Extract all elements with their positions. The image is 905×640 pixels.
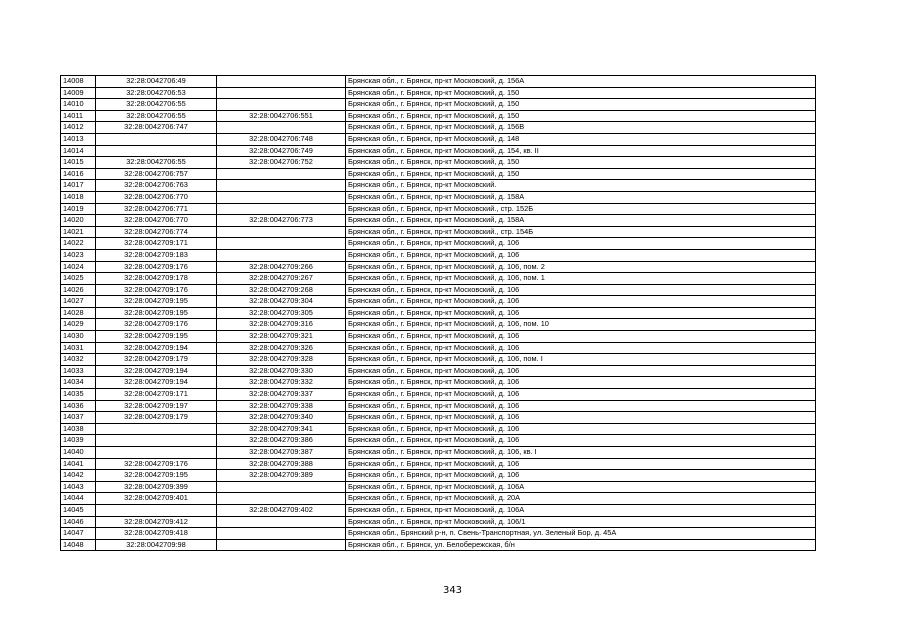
table-row [61,528,816,540]
cadastral-number-cell: 32:28:0042709:401 [96,493,217,505]
cadastral-number-cell [96,423,217,435]
address-cell: Брянская обл., г. Брянск, пр-кт Московский, д. 150 [346,87,816,99]
address-cell: Брянская обл., г. Брянск, пр-кт Московский, д. 106 [346,389,816,401]
cadastral-number-cell: 32:28:0042709:195 [96,331,217,343]
table-row [61,296,816,308]
object-number-cell: 32:28:0042709:268 [217,284,346,296]
row-number-cell: 14010 [61,99,96,111]
address-cell: Брянская обл., г. Брянск, пр-кт Московский, д. 150 [346,99,816,111]
row-number-cell: 14017 [61,180,96,192]
table-row [61,354,816,366]
address-cell: Брянская обл., г. Брянск, пр-кт Московский, д. 106 [346,365,816,377]
table-row [61,493,816,505]
address-cell: Брянская обл., г. Брянск, пр-кт Московский, д. 106 [346,423,816,435]
address-cell: Брянская обл., г. Брянск, пр-кт Московский, д. 106А [346,504,816,516]
object-number-cell [217,528,346,540]
object-number-cell [217,122,346,134]
cadastral-number-cell: 32:28:0042706:55 [96,110,217,122]
row-number-cell: 14039 [61,435,96,447]
object-number-cell: 32:28:0042709:389 [217,470,346,482]
row-number-cell: 14025 [61,273,96,285]
table-row [61,423,816,435]
object-number-cell [217,203,346,215]
row-number-cell: 14020 [61,215,96,227]
row-number-cell: 14045 [61,504,96,516]
object-number-cell: 32:28:0042706:752 [217,157,346,169]
address-cell: Брянская обл., г. Брянск, пр-кт Московский, д. 106, кв. I [346,447,816,459]
object-number-cell: 32:28:0042709:326 [217,342,346,354]
object-number-cell: 32:28:0042709:388 [217,458,346,470]
table-row [61,226,816,238]
object-number-cell [217,180,346,192]
address-cell: Брянская обл., г. Брянск, пр-кт Московский, д. 106/1 [346,516,816,528]
row-number-cell: 14042 [61,470,96,482]
object-number-cell: 32:28:0042706:551 [217,110,346,122]
cadastral-number-cell [96,145,217,157]
row-number-cell: 14012 [61,122,96,134]
table-row [61,365,816,377]
cadastral-number-cell: 32:28:0042706:763 [96,180,217,192]
object-number-cell: 32:28:0042706:749 [217,145,346,157]
table-row [61,319,816,331]
row-number-cell: 14019 [61,203,96,215]
address-cell: Брянская обл., г. Брянск, ул. Белобережская, б/н [346,539,816,551]
row-number-cell: 14040 [61,447,96,459]
table-row [61,110,816,122]
cadastral-number-cell: 32:28:0042709:179 [96,354,217,366]
cadastral-number-cell: 32:28:0042706:774 [96,226,217,238]
table-row [61,168,816,180]
cadastral-number-cell: 32:28:0042709:179 [96,412,217,424]
address-cell: Брянская обл., г. Брянск, пр-кт Московский, д. 150 [346,157,816,169]
row-number-cell: 14008 [61,76,96,88]
address-cell: Брянская обл., г. Брянск, пр-кт Московский., стр. 152Б [346,203,816,215]
cadastral-number-cell: 32:28:0042709:98 [96,539,217,551]
table-row [61,481,816,493]
row-number-cell: 14011 [61,110,96,122]
page-number: 343 [442,585,463,596]
cadastral-number-cell: 32:28:0042706:55 [96,157,217,169]
cadastral-number-cell: 32:28:0042709:171 [96,238,217,250]
table-row [61,238,816,250]
address-cell: Брянская обл., г. Брянск, пр-кт Московский, д. 106 [346,342,816,354]
cadastral-number-cell: 32:28:0042709:195 [96,296,217,308]
row-number-cell: 14027 [61,296,96,308]
object-number-cell [217,249,346,261]
row-number-cell: 14033 [61,365,96,377]
object-number-cell [217,168,346,180]
object-number-cell: 32:28:0042709:332 [217,377,346,389]
table-row [61,458,816,470]
cadastral-number-cell: 32:28:0042709:418 [96,528,217,540]
row-number-cell: 14032 [61,354,96,366]
table-row [61,539,816,551]
cadastral-number-cell: 32:28:0042709:194 [96,365,217,377]
cadastral-number-cell: 32:28:0042706:770 [96,215,217,227]
address-cell: Брянская обл., г. Брянск, пр-кт Московский, д. 150 [346,110,816,122]
table-row [61,284,816,296]
object-number-cell [217,238,346,250]
cadastral-number-cell: 32:28:0042706:53 [96,87,217,99]
row-number-cell: 14031 [61,342,96,354]
address-cell: Брянская обл., г. Брянск, пр-кт Московский, д. 106 [346,377,816,389]
object-number-cell: 32:28:0042709:328 [217,354,346,366]
row-number-cell: 14047 [61,528,96,540]
address-cell: Брянская обл., г. Брянск, пр-кт Московский, д. 106, пом. 1 [346,273,816,285]
object-number-cell: 32:28:0042709:305 [217,307,346,319]
row-number-cell: 14044 [61,493,96,505]
address-cell: Брянская обл., г. Брянск, пр-кт Московский, д. 148 [346,133,816,145]
object-number-cell [217,191,346,203]
object-number-cell: 32:28:0042706:773 [217,215,346,227]
address-cell: Брянская обл., г. Брянск, пр-кт Московский, д. 106 [346,296,816,308]
address-cell: Брянская обл., г. Брянск, пр-кт Московский, д. 20А [346,493,816,505]
row-number-cell: 14041 [61,458,96,470]
cadastral-number-cell: 32:28:0042709:195 [96,307,217,319]
row-number-cell: 14022 [61,238,96,250]
address-cell: Брянская обл., г. Брянск, пр-кт Московский, д. 106, пом. I [346,354,816,366]
address-cell: Брянская обл., г. Брянск, пр-кт Московский, д. 150 [346,168,816,180]
table-row [61,249,816,261]
address-cell: Брянская обл., г. Брянск, пр-кт Московский, д. 106 [346,238,816,250]
cadastral-number-cell [96,133,217,145]
row-number-cell: 14024 [61,261,96,273]
table-row [61,203,816,215]
object-number-cell: 32:28:0042709:338 [217,400,346,412]
row-number-cell: 14028 [61,307,96,319]
row-number-cell: 14046 [61,516,96,528]
table-row [61,342,816,354]
table-row [61,435,816,447]
address-cell: Брянская обл., г. Брянск, пр-кт Московский, д. 154, кв. II [346,145,816,157]
table-row [61,331,816,343]
cadastral-number-cell: 32:28:0042709:412 [96,516,217,528]
address-cell: Брянская обл., г. Брянск, пр-кт Московский, д. 156В [346,122,816,134]
table-row [61,122,816,134]
object-number-cell [217,493,346,505]
address-cell: Брянская обл., г. Брянск, пр-кт Московский, д. 106 [346,307,816,319]
cadastral-number-cell: 32:28:0042709:171 [96,389,217,401]
cadastral-number-cell [96,435,217,447]
object-number-cell: 32:28:0042709:304 [217,296,346,308]
cadastral-number-cell: 32:28:0042709:399 [96,481,217,493]
table-row [61,389,816,401]
row-number-cell: 14048 [61,539,96,551]
table-row [61,191,816,203]
object-number-cell: 32:28:0042709:266 [217,261,346,273]
row-number-cell: 14026 [61,284,96,296]
address-cell: Брянская обл., г. Брянск, пр-кт Московский, д. 106 [346,470,816,482]
row-number-cell: 14035 [61,389,96,401]
address-cell: Брянская обл., г. Брянск, пр-кт Московский, д. 106 [346,400,816,412]
object-number-cell: 32:28:0042709:330 [217,365,346,377]
row-number-cell: 14021 [61,226,96,238]
row-number-cell: 14015 [61,157,96,169]
address-cell: Брянская обл., г. Брянск, пр-кт Московский, д. 158А [346,215,816,227]
register-table [60,75,816,551]
table-row [61,412,816,424]
table-row [61,400,816,412]
address-cell: Брянская обл., г. Брянск, пр-кт Московский, д. 106 [346,435,816,447]
cadastral-number-cell [96,447,217,459]
cadastral-number-cell: 32:28:0042709:176 [96,319,217,331]
object-number-cell: 32:28:0042709:337 [217,389,346,401]
table-row [61,377,816,389]
table-row [61,307,816,319]
row-number-cell: 14016 [61,168,96,180]
object-number-cell: 32:28:0042709:387 [217,447,346,459]
object-number-cell [217,516,346,528]
address-cell: Брянская обл., г. Брянск, пр-кт Московский, д. 106, пом. 2 [346,261,816,273]
cadastral-number-cell: 32:28:0042706:49 [96,76,217,88]
object-number-cell [217,226,346,238]
table-row [61,261,816,273]
address-cell: Брянская обл., г. Брянск, пр-кт Московский., стр. 154Б [346,226,816,238]
object-number-cell: 32:28:0042709:316 [217,319,346,331]
object-number-cell: 32:28:0042709:267 [217,273,346,285]
cadastral-number-cell: 32:28:0042706:770 [96,191,217,203]
cadastral-number-cell: 32:28:0042709:197 [96,400,217,412]
row-number-cell: 14043 [61,481,96,493]
cadastral-number-cell: 32:28:0042709:176 [96,284,217,296]
address-cell: Брянская обл., г. Брянск, пр-кт Московский, д. 106 [346,458,816,470]
address-cell: Брянская обл., г. Брянск, пр-кт Московский, д. 106 [346,331,816,343]
object-number-cell: 32:28:0042706:748 [217,133,346,145]
table-row [61,87,816,99]
row-number-cell: 14018 [61,191,96,203]
address-cell: Брянская обл., г. Брянск, пр-кт Московский, д. 106 [346,412,816,424]
row-number-cell: 14036 [61,400,96,412]
address-cell: Брянская обл., г. Брянск, пр-кт Московский. [346,180,816,192]
cadastral-number-cell: 32:28:0042706:757 [96,168,217,180]
table-row [61,180,816,192]
address-cell: Брянская обл., Брянский р-н, п. Свень-Транспортная, ул. Зеленый Бор, д. 45А [346,528,816,540]
cadastral-number-cell: 32:28:0042706:55 [96,99,217,111]
cadastral-number-cell: 32:28:0042709:176 [96,458,217,470]
address-cell: Брянская обл., г. Брянск, пр-кт Московский, д. 106А [346,481,816,493]
object-number-cell [217,76,346,88]
row-number-cell: 14038 [61,423,96,435]
object-number-cell: 32:28:0042709:341 [217,423,346,435]
address-cell: Брянская обл., г. Брянск, пр-кт Московский, д. 106 [346,249,816,261]
cadastral-number-cell: 32:28:0042709:178 [96,273,217,285]
table-row [61,145,816,157]
row-number-cell: 14009 [61,87,96,99]
cadastral-number-cell: 32:28:0042706:747 [96,122,217,134]
cadastral-number-cell: 32:28:0042709:183 [96,249,217,261]
object-number-cell [217,99,346,111]
cadastral-number-cell: 32:28:0042709:194 [96,342,217,354]
row-number-cell: 14037 [61,412,96,424]
object-number-cell: 32:28:0042709:321 [217,331,346,343]
cadastral-number-cell [96,504,217,516]
table-row [61,470,816,482]
object-number-cell: 32:28:0042709:402 [217,504,346,516]
table-row [61,215,816,227]
row-number-cell: 14029 [61,319,96,331]
object-number-cell [217,87,346,99]
object-number-cell: 32:28:0042709:340 [217,412,346,424]
address-cell: Брянская обл., г. Брянск, пр-кт Московский, д. 106 [346,284,816,296]
table-row [61,76,816,88]
row-number-cell: 14023 [61,249,96,261]
table-row [61,133,816,145]
row-number-cell: 14034 [61,377,96,389]
table-row [61,273,816,285]
cadastral-number-cell: 32:28:0042709:176 [96,261,217,273]
table-row [61,447,816,459]
cadastral-number-cell: 32:28:0042709:195 [96,470,217,482]
cadastral-number-cell: 32:28:0042706:771 [96,203,217,215]
address-cell: Брянская обл., г. Брянск, пр-кт Московский, д. 158А [346,191,816,203]
row-number-cell: 14013 [61,133,96,145]
register-table-body [61,76,816,551]
row-number-cell: 14014 [61,145,96,157]
table-row [61,504,816,516]
address-cell: Брянская обл., г. Брянск, пр-кт Московский, д. 106, пом. 10 [346,319,816,331]
table-row [61,157,816,169]
cadastral-number-cell: 32:28:0042709:194 [96,377,217,389]
object-number-cell [217,481,346,493]
object-number-cell [217,539,346,551]
row-number-cell: 14030 [61,331,96,343]
table-row [61,516,816,528]
object-number-cell: 32:28:0042709:386 [217,435,346,447]
table-row [61,99,816,111]
address-cell: Брянская обл., г. Брянск, пр-кт Московский, д. 156А [346,76,816,88]
